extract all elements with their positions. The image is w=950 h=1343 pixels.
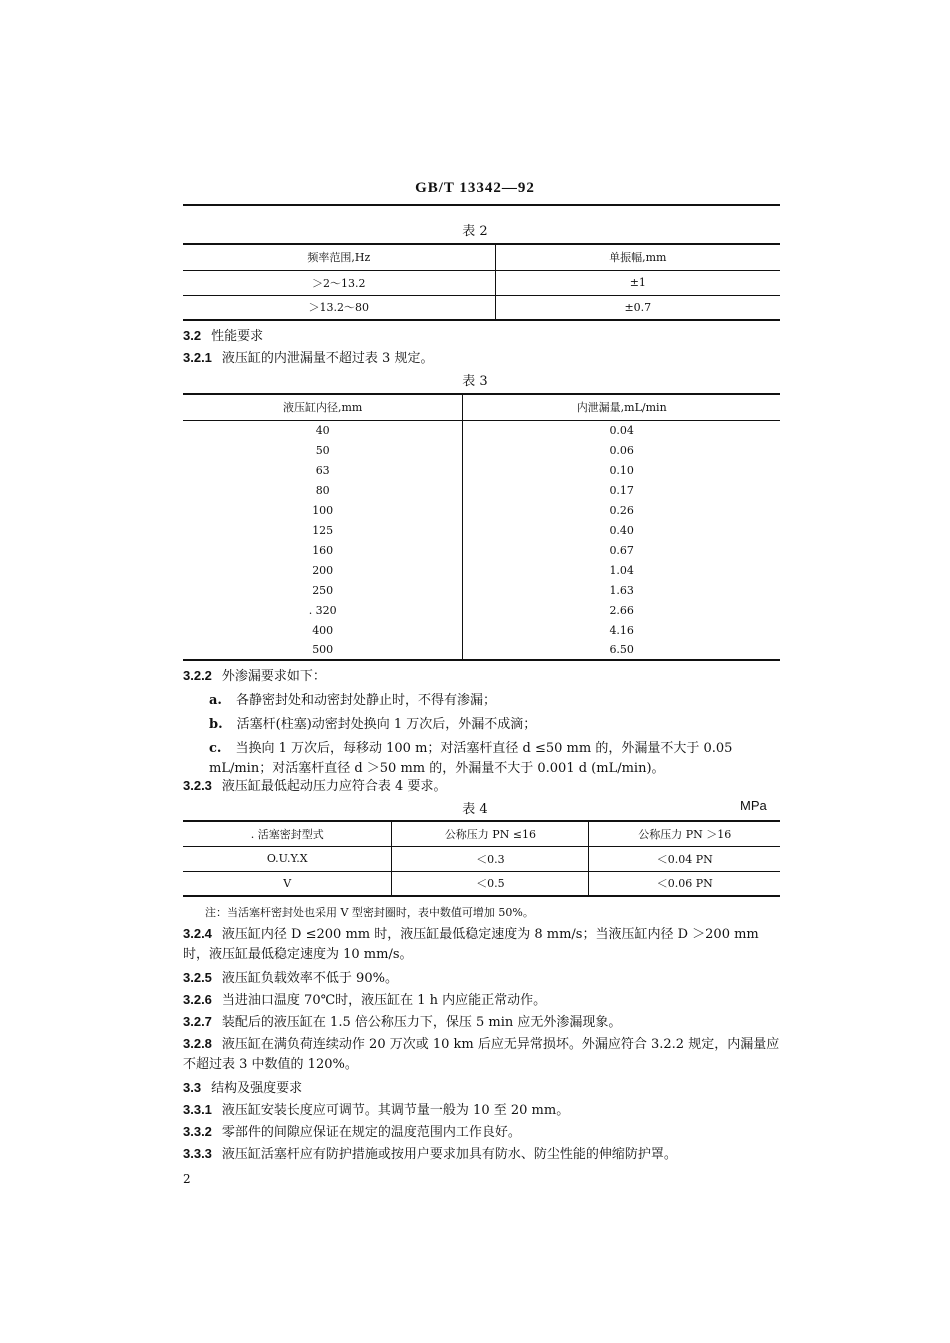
section-text: 液压缸的内泄漏量不超过表 3 规定。 <box>221 351 434 366</box>
list-item <box>183 715 783 735</box>
table-row <box>183 295 780 320</box>
table3-cell: 0.26 <box>609 503 634 517</box>
table-row <box>183 500 780 520</box>
table4-cell: O.U.Y.X <box>183 846 392 871</box>
table4-cell: ＜0.5 <box>392 871 589 896</box>
table3-cell: 200 <box>183 560 463 580</box>
table4-note: 注：当活塞杆密封处也采用 V 型密封圈时，表中数值可增加 50%。 <box>205 906 534 919</box>
list-text: 活塞杆(柱塞)动密封处换向 1 万次后，外漏不成滴； <box>236 717 537 732</box>
section-3-2-8 <box>183 1034 783 1075</box>
section-text: 装配后的液压缸在 1.5 倍公称压力下，保压 5 min 应无外渗漏现象。 <box>221 1015 622 1030</box>
table4-cell: ＜0.3 <box>392 846 589 871</box>
table3-cell: 160 <box>183 540 463 560</box>
table-row <box>183 560 780 580</box>
table3-col-leakage: 内泄漏量,mL/min <box>463 394 780 420</box>
table3-cell: 1.63 <box>609 583 634 597</box>
table-row <box>183 580 780 600</box>
table3-cell: 1.04 <box>609 563 634 577</box>
table4-cell: ＜0.04 PN <box>589 846 780 871</box>
table2-title: 表 2 <box>462 224 488 239</box>
table4-cell: ＜0.06 PN <box>589 871 780 896</box>
table3-cell: 0.04 <box>609 423 634 437</box>
table3-cell: 4.16 <box>609 623 634 637</box>
table4-cell: V <box>183 871 392 896</box>
section-3-3-1 <box>183 1100 783 1121</box>
table-row <box>183 270 780 295</box>
section-text: 零部件的间隙应保证在规定的温度范围内工作良好。 <box>221 1125 521 1140</box>
table3-cell: 0.06 <box>609 443 634 457</box>
table4-unit: MPa <box>740 798 767 813</box>
section-3-2-6 <box>183 990 783 1011</box>
list-text: 各静密封处和动密封处静止时，不得有渗漏； <box>235 693 496 708</box>
table2-cell: ＞13.2～80 <box>183 295 495 320</box>
table3-cell: 500 <box>183 640 463 660</box>
table4-title: 表 4 <box>462 802 488 817</box>
table-row <box>183 520 780 540</box>
table3-cell: 0.40 <box>609 523 634 537</box>
section-number: 3.2.7 <box>183 1014 212 1029</box>
table-row <box>183 846 780 871</box>
list-item <box>183 691 783 711</box>
section-text: 液压缸负载效率不低于 90%。 <box>221 971 398 986</box>
table3-cell: 125 <box>183 520 463 540</box>
section-3-3-2 <box>183 1122 783 1143</box>
list-item <box>183 739 783 779</box>
table3-cell: 40 <box>183 420 463 440</box>
table3-cell: 100 <box>183 500 463 520</box>
section-3-2-1 <box>183 348 783 369</box>
section-number: 3.3 <box>183 1080 202 1095</box>
table3-cell: . 320 <box>183 600 463 620</box>
section-number: 3.2.5 <box>183 970 212 985</box>
table2-col-amplitude: 单振幅,mm <box>495 244 780 270</box>
table-row <box>183 440 780 460</box>
section-3-3 <box>183 1078 783 1099</box>
table-row <box>183 480 780 500</box>
table3-cell: 0.67 <box>609 543 634 557</box>
table-row <box>183 460 780 480</box>
section-text: 结构及强度要求 <box>211 1081 303 1096</box>
section-text: 性能要求 <box>211 329 264 344</box>
section-number: 3.2.1 <box>183 350 212 365</box>
section-text: 液压缸在满负荷连续动作 20 万次或 10 km 后应无异常损坏。外漏应符合 3.2.2 规定，内漏量应不超过表 3 中数值的 120%。 <box>183 1037 780 1072</box>
section-3-2-3 <box>183 776 783 797</box>
table-row <box>183 620 780 640</box>
section-3-2-4 <box>183 924 783 965</box>
table3 <box>183 393 780 661</box>
table-row <box>183 540 780 560</box>
table-row <box>183 640 780 660</box>
table2-cell: ±1 <box>495 270 780 295</box>
table3-col-diameter: 液压缸内径,mm <box>183 394 463 420</box>
section-text: 液压缸安装长度应可调节。其调节量一般为 10 至 20 mm。 <box>221 1103 570 1118</box>
section-3-2-2 <box>183 666 783 779</box>
table-row <box>183 420 780 440</box>
section-3-2-5 <box>183 968 783 989</box>
table2 <box>183 243 780 321</box>
header-rule <box>183 204 780 206</box>
section-3-3-3 <box>183 1144 783 1165</box>
table2-cell: ±0.7 <box>495 295 780 320</box>
table2-col-frequency: 频率范围,Hz <box>183 244 495 270</box>
table3-cell: 80 <box>183 480 463 500</box>
section-number: 3.2.4 <box>183 926 212 941</box>
table-row <box>183 871 780 896</box>
section-number: 3.2.8 <box>183 1036 212 1051</box>
table4-col-seal-type: . 活塞密封型式 <box>183 821 392 846</box>
table3-cell: 250 <box>183 580 463 600</box>
page-number: 2 <box>183 1172 191 1186</box>
document-header: GB/T 13342—92 <box>415 180 535 196</box>
table2-cell: ＞2～13.2 <box>183 270 495 295</box>
table3-cell: 50 <box>183 440 463 460</box>
section-text: 液压缸内径 D ≤200 mm 时，液压缸最低稳定速度为 8 mm/s；当液压缸内径 D ＞200 mm 时，液压缸最低稳定速度为 10 mm/s。 <box>183 927 759 962</box>
table3-cell: 0.17 <box>609 483 634 497</box>
table4-col-pn-gt16: 公称压力 PN ＞16 <box>589 821 780 846</box>
section-text: 外渗漏要求如下： <box>221 669 326 684</box>
list-label: b. <box>209 717 223 732</box>
table4-col-pn-le16: 公称压力 PN ≤16 <box>392 821 589 846</box>
section-number: 3.3.3 <box>183 1146 212 1161</box>
section-number: 3.2.2 <box>183 668 212 683</box>
table3-cell: 6.50 <box>463 640 780 660</box>
table-row <box>183 600 780 620</box>
table3-cell: 63 <box>183 460 463 480</box>
section-number: 3.3.2 <box>183 1124 212 1139</box>
table4 <box>183 820 780 897</box>
table3-title: 表 3 <box>462 374 488 389</box>
table3-cell: 0.10 <box>609 463 634 477</box>
section-text: 液压缸活塞杆应有防护措施或按用户要求加具有防水、防尘性能的伸缩防护罩。 <box>221 1147 677 1162</box>
table3-cell: 2.66 <box>609 603 634 617</box>
section-text: 液压缸最低起动压力应符合表 4 要求。 <box>221 779 447 794</box>
section-number: 3.2.3 <box>183 778 212 793</box>
section-number: 3.2.6 <box>183 992 212 1007</box>
list-text: 当换向 1 万次后，每移动 100 m；对活塞杆直径 d ≤50 mm 的，外漏量不大于 0.05 mL/min；对活塞杆直径 d ＞50 mm 的，外漏量不大于 0.001 d (mL/min)。 <box>209 741 733 776</box>
section-text: 当进油口温度 70℃时，液压缸在 1 h 内应能正常动作。 <box>221 993 547 1008</box>
list-label: c. <box>209 741 222 756</box>
table3-cell: 400 <box>183 620 463 640</box>
section-3-2 <box>183 326 783 347</box>
section-number: 3.2 <box>183 328 202 343</box>
section-3-2-7 <box>183 1012 783 1033</box>
section-number: 3.3.1 <box>183 1102 212 1117</box>
list-label: a. <box>209 693 222 708</box>
